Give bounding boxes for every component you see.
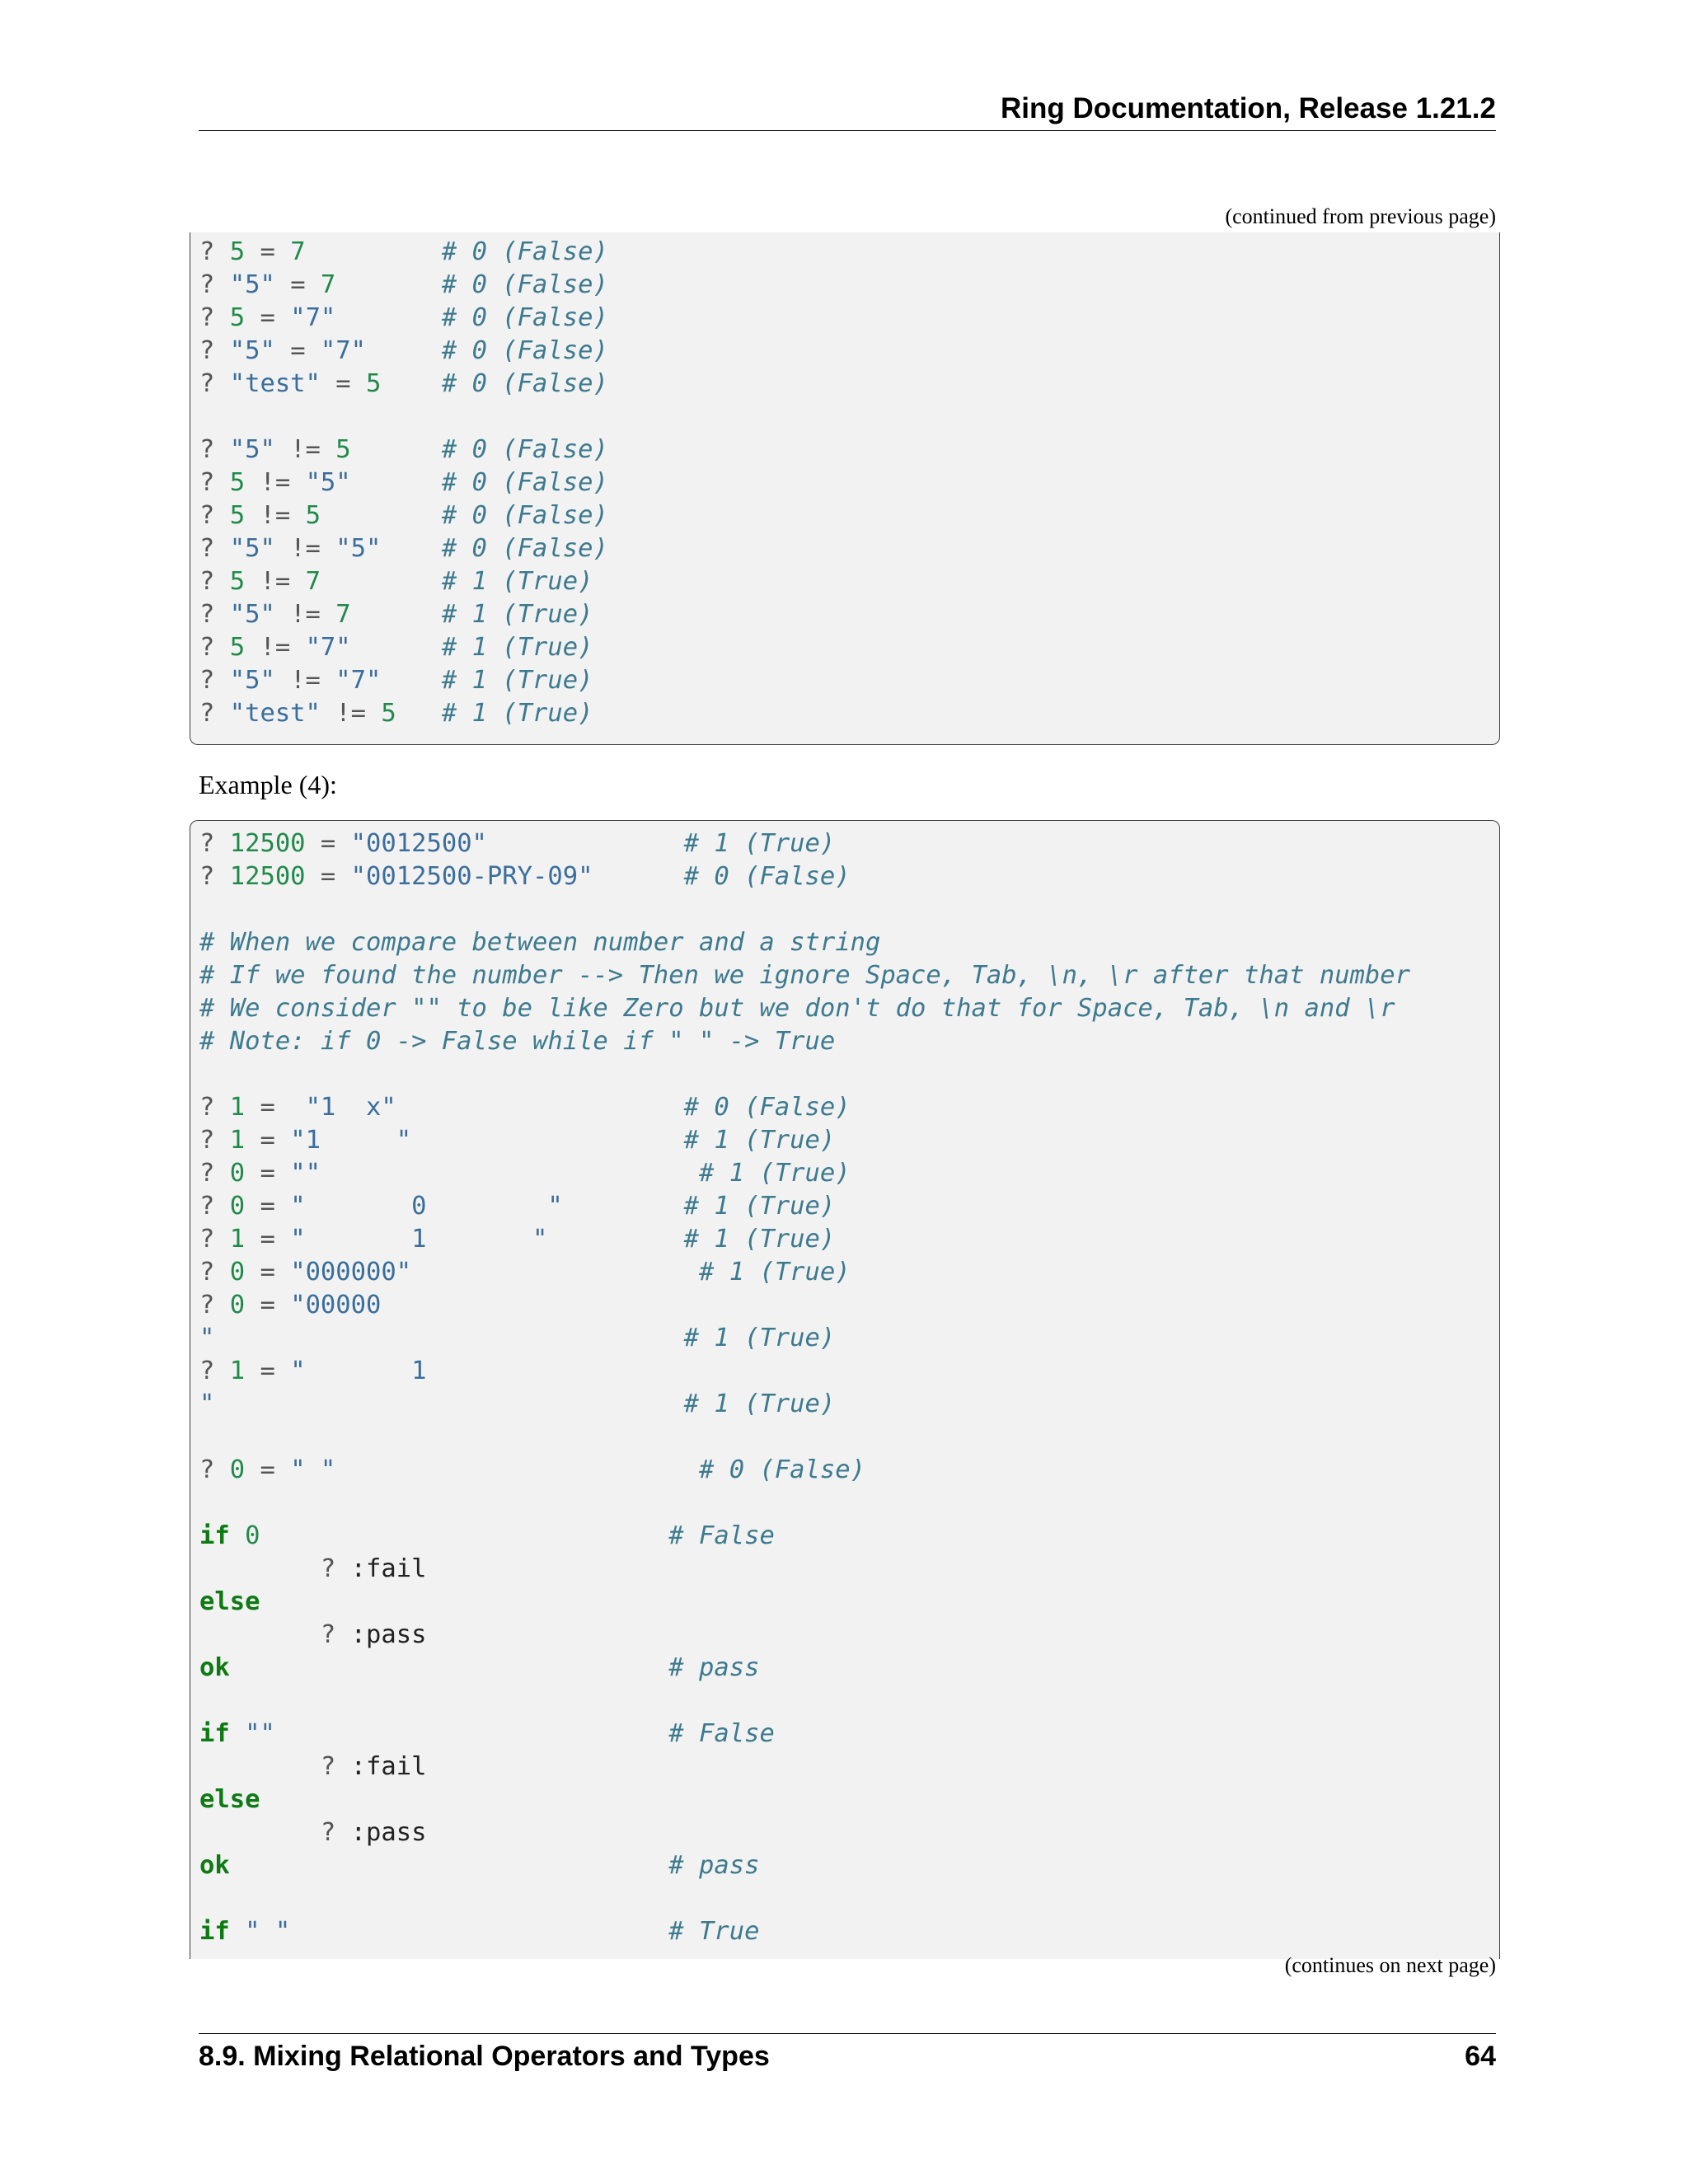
code-token: ? bbox=[199, 1126, 230, 1155]
code-token: # We consider "" to be like Zero but we don't do that for Space, Tab, \n and \r bbox=[199, 994, 1395, 1023]
code-token bbox=[487, 829, 684, 858]
code-token: ? bbox=[199, 1291, 230, 1319]
code-token: 0 bbox=[245, 1521, 260, 1550]
code-token: != bbox=[245, 468, 306, 497]
code-token: # 0 (False) bbox=[441, 534, 608, 563]
code-token: ? bbox=[199, 303, 230, 332]
code-token bbox=[381, 369, 441, 398]
code-token: # True bbox=[668, 1917, 760, 1946]
code-token: " " bbox=[290, 1455, 336, 1484]
code-token: != bbox=[320, 699, 382, 728]
code-token: 5 bbox=[229, 303, 246, 332]
code-token: " bbox=[199, 1390, 215, 1418]
code-token: # 0 (False) bbox=[441, 237, 608, 266]
code-line bbox=[199, 1190, 1499, 1223]
code-token: ? bbox=[199, 862, 230, 891]
code-token: ? bbox=[199, 567, 230, 596]
code-token: if bbox=[199, 1719, 230, 1748]
code-line bbox=[199, 1487, 1499, 1520]
code-token: ? bbox=[199, 1159, 230, 1188]
code-token: ? bbox=[199, 468, 230, 497]
code-token: # 1 (True) bbox=[683, 1225, 836, 1254]
code-line bbox=[199, 1322, 1499, 1355]
code-token: ? bbox=[199, 1225, 230, 1254]
code-token: "7" bbox=[290, 303, 336, 332]
code-token: else bbox=[199, 1785, 260, 1814]
code-token: ? bbox=[199, 237, 230, 266]
code-token: != bbox=[245, 567, 306, 596]
code-token: 1 bbox=[229, 1093, 246, 1122]
code-token: 5 bbox=[229, 633, 246, 662]
code-token: ? bbox=[199, 270, 230, 299]
code-token bbox=[351, 633, 442, 662]
code-token: # 1 (True) bbox=[683, 1126, 836, 1155]
code-token: "7" bbox=[320, 336, 367, 365]
code-token: 5 bbox=[305, 501, 321, 530]
code-token: if bbox=[199, 1521, 230, 1550]
code-token: ? bbox=[199, 1752, 351, 1781]
code-line bbox=[199, 1454, 1499, 1487]
code-token: != bbox=[245, 633, 306, 662]
code-token: # 1 (True) bbox=[441, 567, 593, 596]
code-token: = bbox=[245, 1192, 291, 1221]
code-token: 5 bbox=[229, 468, 246, 497]
code-token bbox=[214, 1390, 683, 1418]
code-token: = bbox=[245, 303, 291, 332]
code-token: 1 bbox=[229, 1225, 246, 1254]
code-token: "5" bbox=[229, 534, 275, 563]
code-token bbox=[366, 336, 442, 365]
code-token bbox=[411, 1258, 699, 1286]
code-line bbox=[199, 302, 1499, 335]
code-token: " 1 " bbox=[290, 1225, 548, 1254]
code-line bbox=[199, 697, 1499, 730]
code-line bbox=[199, 1355, 1499, 1388]
code-token: :fail bbox=[350, 1752, 427, 1781]
code-token: ? bbox=[199, 1455, 230, 1484]
code-line bbox=[199, 598, 1499, 631]
code-token: # 1 (True) bbox=[441, 600, 593, 629]
code-token bbox=[230, 1851, 669, 1880]
code-token: ? bbox=[199, 600, 230, 629]
code-token bbox=[230, 1653, 669, 1682]
code-token bbox=[396, 699, 442, 728]
code-token bbox=[230, 1917, 245, 1946]
code-line bbox=[199, 1816, 1499, 1849]
code-line bbox=[199, 631, 1499, 664]
code-token: :pass bbox=[350, 1620, 427, 1649]
code-token: # False bbox=[668, 1719, 775, 1748]
code-line bbox=[199, 1058, 1499, 1091]
example-label: Example (4): bbox=[199, 770, 337, 799]
code-token: = bbox=[320, 369, 367, 398]
code-token: 7 bbox=[320, 270, 336, 299]
code-token: 5 bbox=[229, 237, 246, 266]
code-token: 5 bbox=[229, 567, 246, 596]
code-line bbox=[199, 1553, 1499, 1586]
code-token: # Note: if 0 -> False while if " " -> True bbox=[199, 1027, 836, 1056]
code-token: # 0 (False) bbox=[441, 303, 608, 332]
code-token: = bbox=[274, 336, 321, 365]
code-token: "0012500-PRY-09" bbox=[350, 862, 593, 891]
code-token: ? bbox=[199, 699, 230, 728]
code-token: "" bbox=[290, 1159, 321, 1188]
code-token: ? bbox=[199, 1093, 230, 1122]
code-line bbox=[199, 401, 1499, 434]
code-token: "5" bbox=[305, 468, 351, 497]
code-token: = bbox=[245, 1225, 291, 1254]
code-token: # If we found the number --> Then we ignore Space, Tab, \n, \r after that number bbox=[199, 961, 1411, 990]
code-line bbox=[199, 1223, 1499, 1256]
code-line bbox=[199, 1520, 1499, 1553]
code-token: 7 bbox=[335, 600, 351, 629]
code-token: = bbox=[245, 1357, 291, 1385]
code-token bbox=[275, 1719, 668, 1748]
code-token bbox=[351, 600, 442, 629]
code-token: 5 bbox=[381, 699, 396, 728]
code-token: "5" bbox=[229, 666, 275, 695]
code-token: 7 bbox=[305, 567, 321, 596]
code-token: ? bbox=[199, 369, 230, 398]
code-line bbox=[199, 1849, 1499, 1882]
page-header-title: Ring Documentation, Release 1.21.2 bbox=[1000, 92, 1496, 124]
code-token: 5 bbox=[229, 501, 246, 530]
code-token: "test" bbox=[229, 699, 321, 728]
code-token: # When we compare between number and a string bbox=[199, 928, 881, 957]
code-token: "5" bbox=[229, 435, 275, 464]
code-line bbox=[199, 1025, 1499, 1058]
code-token: 0 bbox=[229, 1291, 246, 1319]
code-token: 1 bbox=[229, 1357, 246, 1385]
code-token bbox=[351, 468, 442, 497]
code-token: # 0 (False) bbox=[441, 468, 608, 497]
code-line bbox=[199, 827, 1499, 860]
code-block-2 bbox=[190, 820, 1500, 1959]
code-token: = bbox=[245, 1258, 291, 1286]
code-token bbox=[335, 303, 442, 332]
footer-divider bbox=[199, 2033, 1496, 2034]
code-line bbox=[199, 1289, 1499, 1322]
code-line bbox=[199, 926, 1499, 959]
code-token bbox=[260, 1521, 668, 1550]
code-token bbox=[230, 1521, 245, 1550]
code-line bbox=[199, 434, 1499, 466]
code-token: "5" bbox=[335, 534, 382, 563]
code-line bbox=[199, 1421, 1499, 1454]
code-token: ? bbox=[199, 1818, 351, 1847]
code-token bbox=[381, 666, 441, 695]
code-token: " 1 bbox=[290, 1357, 427, 1385]
code-token bbox=[230, 1719, 245, 1748]
code-token: ? bbox=[199, 1554, 351, 1583]
code-token: = bbox=[274, 270, 321, 299]
code-token: = bbox=[245, 237, 291, 266]
code-token: # 1 (True) bbox=[699, 1258, 851, 1286]
code-token: ? bbox=[199, 633, 230, 662]
code-token: "5" bbox=[229, 270, 275, 299]
continued-from-note: (continued from previous page) bbox=[1225, 204, 1496, 228]
code-token: # 1 (True) bbox=[683, 1390, 836, 1418]
code-token: != bbox=[274, 600, 336, 629]
code-token: # 1 (True) bbox=[683, 1192, 836, 1221]
code-token: 5 bbox=[366, 369, 382, 398]
code-line bbox=[199, 1718, 1499, 1750]
code-token: # 1 (True) bbox=[441, 699, 593, 728]
code-token: 7 bbox=[290, 237, 306, 266]
code-token: # 1 (True) bbox=[441, 633, 593, 662]
code-token bbox=[593, 862, 683, 891]
code-line bbox=[199, 368, 1499, 401]
code-line bbox=[199, 1882, 1499, 1915]
code-token: # 1 (True) bbox=[441, 666, 593, 695]
code-line bbox=[199, 1388, 1499, 1421]
code-token: "00000 bbox=[290, 1291, 382, 1319]
code-line bbox=[199, 1124, 1499, 1157]
footer-section-title: 8.9. Mixing Relational Operators and Types bbox=[199, 2041, 770, 2072]
code-token: "1 " bbox=[290, 1126, 412, 1155]
code-token: # 0 (False) bbox=[683, 862, 851, 891]
code-token bbox=[321, 501, 442, 530]
code-token: ok bbox=[199, 1851, 230, 1880]
code-line bbox=[199, 959, 1499, 992]
code-line bbox=[199, 992, 1499, 1025]
code-token: "7" bbox=[335, 666, 382, 695]
continues-on-note: (continues on next page) bbox=[1284, 1953, 1496, 1977]
code-token bbox=[335, 1455, 699, 1484]
code-token: 5 bbox=[335, 435, 351, 464]
code-token: " bbox=[199, 1324, 215, 1352]
code-token: ? bbox=[199, 435, 230, 464]
code-token: != bbox=[245, 501, 306, 530]
code-token: # 1 (True) bbox=[683, 1324, 836, 1352]
code-line bbox=[199, 269, 1499, 302]
code-token: ? bbox=[199, 534, 230, 563]
code-token bbox=[411, 1126, 684, 1155]
code-token: 0 bbox=[229, 1192, 246, 1221]
code-token: # 0 (False) bbox=[441, 501, 608, 530]
code-line bbox=[199, 893, 1499, 926]
code-token: ? bbox=[199, 829, 230, 858]
code-token: # 1 (True) bbox=[699, 1159, 851, 1188]
code-token: "7" bbox=[305, 633, 351, 662]
code-token: ? bbox=[199, 336, 230, 365]
code-token: # 0 (False) bbox=[699, 1455, 865, 1484]
code-token: "1 x" bbox=[305, 1093, 396, 1122]
code-token bbox=[351, 435, 442, 464]
code-line bbox=[199, 565, 1499, 598]
code-token: # 0 (False) bbox=[441, 435, 608, 464]
code-token: "5" bbox=[229, 336, 275, 365]
code-token: " " bbox=[245, 1917, 291, 1946]
code-line bbox=[199, 860, 1499, 893]
code-line bbox=[199, 664, 1499, 697]
code-line bbox=[199, 236, 1499, 269]
code-token: # 0 (False) bbox=[441, 336, 608, 365]
code-token: 12500 bbox=[229, 829, 306, 858]
code-token: ? bbox=[199, 1192, 230, 1221]
code-token: = bbox=[245, 1126, 291, 1155]
code-token: "5" bbox=[229, 600, 275, 629]
code-token bbox=[547, 1225, 683, 1254]
code-line bbox=[199, 1586, 1499, 1619]
code-line bbox=[199, 1091, 1499, 1124]
code-token bbox=[396, 1093, 684, 1122]
header-divider bbox=[199, 130, 1496, 131]
code-token: "test" bbox=[229, 369, 321, 398]
code-token: ? bbox=[199, 666, 230, 695]
code-token: != bbox=[274, 534, 336, 563]
code-token bbox=[306, 237, 442, 266]
code-token: :pass bbox=[350, 1818, 427, 1847]
code-token: else bbox=[199, 1587, 260, 1616]
code-token bbox=[290, 1917, 668, 1946]
code-token bbox=[321, 1159, 699, 1188]
code-token: = bbox=[245, 1093, 306, 1122]
code-token: != bbox=[274, 666, 336, 695]
code-token: = bbox=[305, 862, 351, 891]
code-token: = bbox=[245, 1455, 291, 1484]
code-token: = bbox=[305, 829, 351, 858]
code-token: if bbox=[199, 1917, 230, 1946]
code-line bbox=[199, 532, 1499, 565]
code-token bbox=[335, 270, 442, 299]
code-token: # 0 (False) bbox=[441, 270, 608, 299]
code-token bbox=[214, 1324, 683, 1352]
code-token: "0012500" bbox=[350, 829, 487, 858]
code-line bbox=[199, 1750, 1499, 1783]
code-line bbox=[199, 1157, 1499, 1190]
page-number: 64 bbox=[1465, 2041, 1496, 2072]
code-line bbox=[199, 1783, 1499, 1816]
code-token: "" bbox=[245, 1719, 275, 1748]
code-token: ok bbox=[199, 1653, 230, 1682]
code-token: ? bbox=[199, 1258, 230, 1286]
code-line bbox=[199, 1256, 1499, 1289]
code-line bbox=[199, 1619, 1499, 1652]
code-token bbox=[381, 534, 441, 563]
code-line bbox=[199, 335, 1499, 368]
code-token: 0 bbox=[229, 1159, 246, 1188]
code-token: " 0 " bbox=[290, 1192, 563, 1221]
code-token: # False bbox=[668, 1521, 775, 1550]
code-line bbox=[199, 466, 1499, 499]
code-token: 1 bbox=[229, 1126, 246, 1155]
code-token: != bbox=[274, 435, 336, 464]
code-line bbox=[199, 1652, 1499, 1685]
code-token: 0 bbox=[229, 1455, 246, 1484]
code-token bbox=[563, 1192, 684, 1221]
code-token: = bbox=[245, 1159, 291, 1188]
code-token: "000000" bbox=[290, 1258, 412, 1286]
code-token: ? bbox=[199, 501, 230, 530]
code-block-1 bbox=[190, 232, 1500, 745]
code-token: # pass bbox=[668, 1851, 760, 1880]
code-token: # 0 (False) bbox=[683, 1093, 851, 1122]
code-token: # pass bbox=[668, 1653, 760, 1682]
code-token: :fail bbox=[350, 1554, 427, 1583]
code-token: = bbox=[245, 1291, 291, 1319]
code-token: ? bbox=[199, 1620, 351, 1649]
code-token: ? bbox=[199, 1357, 230, 1385]
code-line bbox=[199, 499, 1499, 532]
code-token: # 1 (True) bbox=[683, 829, 836, 858]
code-line bbox=[199, 1685, 1499, 1718]
code-token: # 0 (False) bbox=[441, 369, 608, 398]
code-token bbox=[321, 567, 442, 596]
code-line bbox=[199, 1915, 1499, 1948]
code-token: 12500 bbox=[229, 862, 306, 891]
code-token: 0 bbox=[229, 1258, 246, 1286]
